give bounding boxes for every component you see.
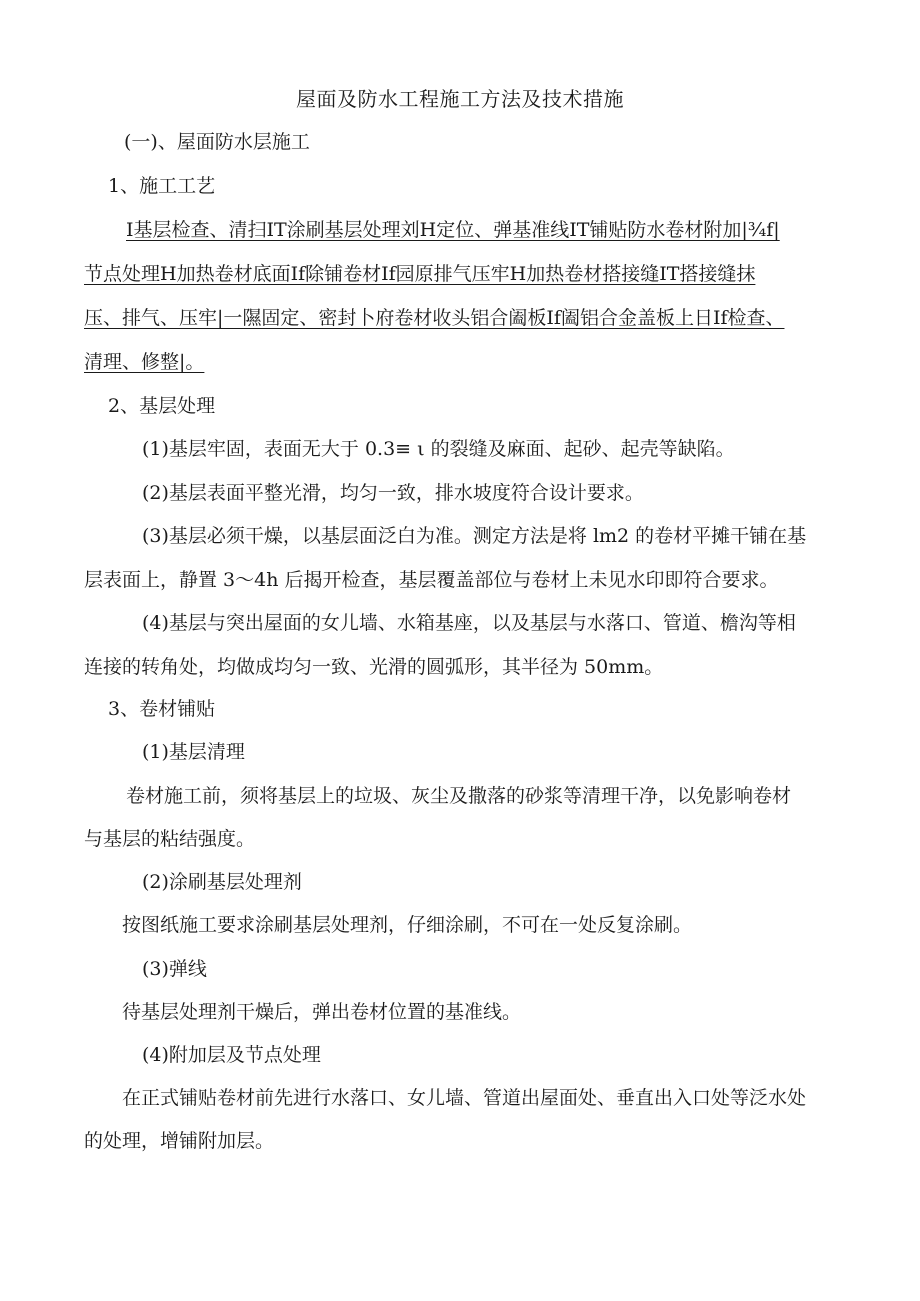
base-item-1: (1)基层牢固，表面无大于 0.3≡ ι 的裂缝及麻面、起砂、起壳等缺陷。 <box>142 438 735 460</box>
document-title: 屋面及防水工程施工方法及技术措施 <box>296 87 624 111</box>
membrane-step-1-text-line-2: 与基层的粘结强度。 <box>84 828 256 850</box>
membrane-step-4-heading: (4)附加层及节点处理 <box>142 1044 321 1066</box>
base-item-2: (2)基层表面平整光滑，均匀一致，排水坡度符合设计要求。 <box>142 482 644 504</box>
subsection-heading-membrane: 3、卷材铺贴 <box>108 698 216 720</box>
process-flow-line-2: 节点处理H加热卷材底面If除铺卷材If园原排气压牢H加热卷材搭接缝IT搭接缝抹 <box>84 263 756 285</box>
section-heading: (一)、屋面防水层施工 <box>124 131 310 153</box>
process-flow-line-1: I基层检查、清扫IT涂刷基层处理刘H定位、弹基准线IT铺贴防水卷材附加|¾f| <box>126 219 780 241</box>
membrane-step-1-text-line-1: 卷材施工前，须将基层上的垃圾、灰尘及撒落的砂浆等清理干净，以免影响卷材 <box>126 785 792 807</box>
process-flow-line-3: 压、排气、压牢|一隰固定、密封卜府卷材收头铝合阖板If阖铝合金盖板上日If检查、 <box>84 307 785 329</box>
base-item-3-line-2: 层表面上，静置 3～4h 后揭开检查，基层覆盖部位与卷材上未见水印即符合要求。 <box>84 569 779 591</box>
subsection-heading-base: 2、基层处理 <box>108 395 216 417</box>
base-item-4-line-1: (4)基层与突出屋面的女儿墙、水箱基座，以及基层与水落口、管道、檐沟等相 <box>142 612 796 634</box>
membrane-step-3-heading: (3)弹线 <box>142 958 207 980</box>
membrane-step-4-text-line-1: 在正式铺贴卷材前先进行水落口、女儿墙、管道出屋面处、垂直出入口处等泛水处 <box>122 1087 807 1109</box>
membrane-step-2-heading: (2)涂刷基层处理剂 <box>142 871 302 893</box>
membrane-step-1-heading: (1)基层清理 <box>142 741 245 763</box>
membrane-step-2-text: 按图纸施工要求涂刷基层处理剂，仔细涂刷，不可在一处反复涂刷。 <box>122 914 693 936</box>
subsection-heading-process: 1、施工工艺 <box>108 175 216 197</box>
base-item-4-line-2: 连接的转角处，均做成均匀一致、光滑的圆弧形，其半径为 50mm。 <box>84 656 664 678</box>
base-item-3-line-1: (3)基层必须干燥，以基层面泛白为准。测定方法是将 lm2 的卷材平摊干铺在基 <box>142 525 807 547</box>
process-flow-line-4: 清理、修整|。 <box>84 351 205 373</box>
membrane-step-3-text: 待基层处理剂干燥后，弹出卷材位置的基准线。 <box>122 1001 522 1023</box>
membrane-step-4-text-line-2: 的处理，增铺附加层。 <box>84 1130 275 1152</box>
